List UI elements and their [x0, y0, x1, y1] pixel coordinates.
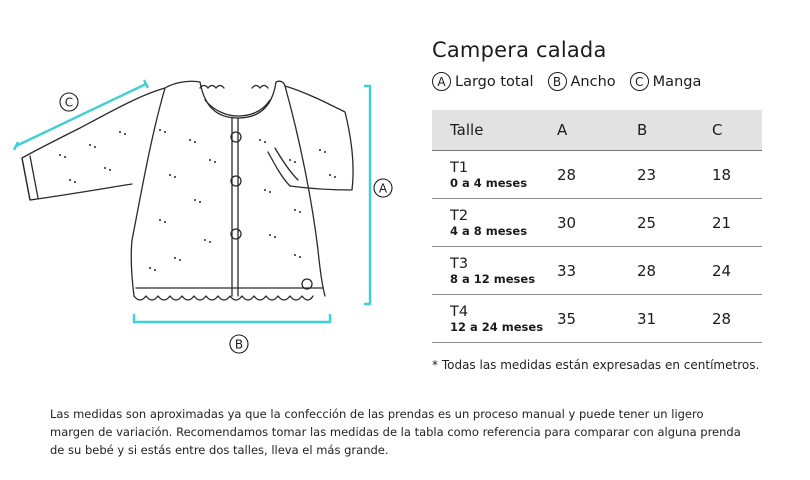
- value-b: 23: [637, 165, 657, 184]
- legend-item-b: [548, 72, 616, 91]
- value-a: 35: [557, 309, 577, 328]
- size-cell: [432, 256, 557, 286]
- legend-marker-c: C: [630, 72, 649, 91]
- legend-item-c: [630, 72, 702, 91]
- cardigan-body: [131, 88, 165, 296]
- cardigan-diagram: [0, 0, 420, 370]
- size-months: 12 a 24 meses: [450, 319, 544, 334]
- legend-marker-a: A: [432, 72, 451, 91]
- dimension-b-label: B: [234, 337, 244, 352]
- dimension-c-line: [14, 80, 148, 150]
- dimension-b-line: [134, 314, 330, 322]
- legend-label-a: Largo total: [455, 73, 534, 90]
- size-cell: [432, 304, 557, 334]
- header-c: C: [712, 121, 723, 139]
- size-months: 0 a 4 meses: [450, 175, 528, 190]
- size-months: 8 a 12 meses: [450, 271, 536, 286]
- size-code: T2: [450, 207, 469, 224]
- value-b: 31: [637, 309, 657, 328]
- size-code: T3: [450, 255, 469, 272]
- right-cuff: [268, 148, 298, 186]
- table-row: [432, 199, 762, 247]
- value-c: 18: [712, 165, 732, 184]
- size-cell: [432, 160, 557, 190]
- value-b: 28: [637, 261, 657, 280]
- hem-scallops: [134, 296, 313, 300]
- legend-label-c: Manga: [652, 73, 702, 90]
- right-sleeve: [285, 86, 353, 190]
- dimension-legend: [432, 72, 715, 91]
- dimension-c-label: C: [64, 95, 74, 110]
- table-header: [432, 110, 762, 151]
- lace-pattern: [59, 129, 336, 271]
- size-months: 4 a 8 meses: [450, 223, 528, 238]
- header-b: B: [637, 121, 648, 139]
- units-note: * Todas las medidas están expresadas en centímetros.: [432, 358, 760, 372]
- header-a: A: [557, 121, 568, 139]
- value-a: 30: [557, 213, 577, 232]
- value-c: 28: [712, 309, 732, 328]
- dimension-a-line: [364, 86, 371, 304]
- legend-label-b: Ancho: [570, 73, 616, 90]
- table-row: [432, 247, 762, 295]
- value-c: 24: [712, 261, 732, 280]
- size-table: [432, 110, 762, 343]
- value-a: 28: [557, 165, 577, 184]
- size-cell: [432, 208, 557, 238]
- value-c: 21: [712, 213, 732, 232]
- value-a: 33: [557, 261, 577, 280]
- dimension-a-label: A: [378, 181, 388, 196]
- page-title: Campera calada: [432, 38, 607, 62]
- table-row: [432, 151, 762, 199]
- left-cuff: [22, 156, 38, 200]
- table-row: [432, 295, 762, 343]
- size-code: T1: [450, 159, 469, 176]
- legend-marker-b: B: [548, 72, 567, 91]
- disclaimer-text: Las medidas son aproximadas ya que la confección de las prendas es un proceso manual y puede tener un ligero margen de variación. Recomendamos tomar las medidas de la tabla como referencia para comparar con alguna prenda de su bebé y si estás entre dos talles, lleva el más grande.: [50, 407, 741, 457]
- size-code: T4: [450, 303, 469, 320]
- header-size: Talle: [450, 121, 484, 139]
- value-b: 25: [637, 213, 657, 232]
- legend-item-a: [432, 72, 534, 91]
